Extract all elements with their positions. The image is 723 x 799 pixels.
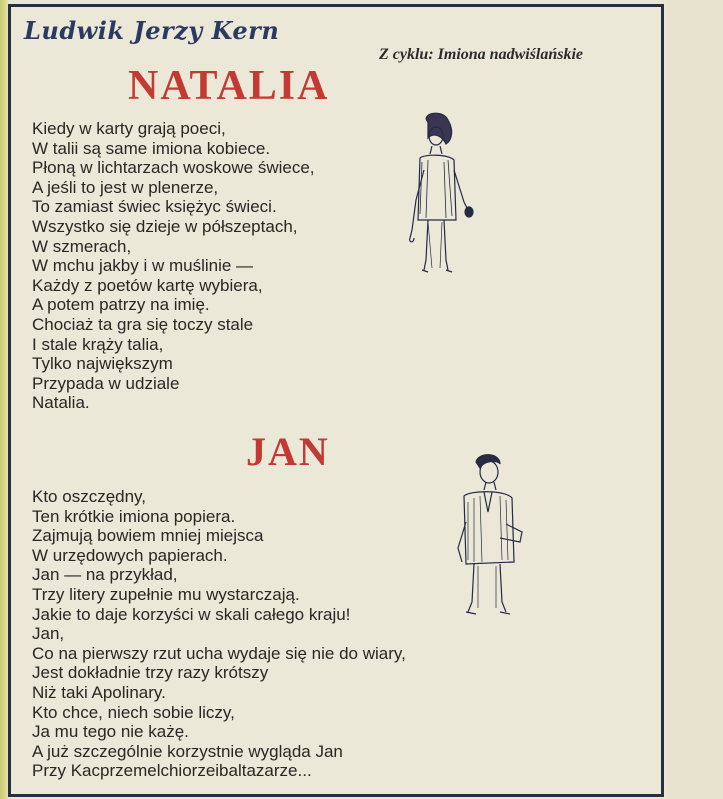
poem-title-jan: JAN [246,429,330,474]
poem-line: Przy Kacprzemelchiorzeibaltazarze... [32,761,312,781]
cycle-subtitle: Z cyklu: Imiona nadwiślańskie [379,46,584,63]
page-edge-left [0,0,8,799]
poem-title-natalia: NATALIA [128,63,330,109]
poem-line: A już szczególnie korzystnie wygląda Jan [32,741,343,761]
page-margin-right [667,0,723,799]
poem-natalia [32,119,315,413]
poem-line: To zamiast świec księżyc świeci. [32,197,277,217]
poem-line: Co na pierwszy rzut ucha wydaje się nie do wiary, [32,643,406,663]
poem-line: Wszystko się dzieje w półszeptach, [32,216,298,236]
poem-line: Niż taki Apolinary. [32,682,166,702]
author-name: Ludwik Jerzy Kern [24,16,280,45]
poem-line: A jeśli to jest w plenerze, [32,177,219,197]
poem-line: Jest dokładnie trzy razy krótszy [32,663,269,683]
poem-line: W talii są same imiona kobiece. [32,138,271,158]
poem-line: I stale krąży talia, [32,334,164,354]
poem-line: Jan, [32,624,65,644]
poem-line: Chociaż ta gra się toczy stale [32,314,254,334]
man-sketch-icon [448,452,528,618]
poem-line: Jakie to daje korzyści w skali całego kraju! [32,604,351,624]
poem-line: Natalia. [32,393,90,413]
poem-line: Płoną w lichtarzach woskowe świece, [32,158,315,178]
poem-line: Kto oszczędny, [32,487,147,506]
poem-line: Jan — na przykład, [32,565,178,585]
woman-sketch-icon [398,110,480,278]
poem-line: Przypada w udziale [32,373,180,393]
poem-line: Ten krótkie imiona popiera. [32,506,236,526]
poem-line: Tylko największym [32,354,173,374]
poem-line: A potem patrzy na imię. [32,295,210,315]
poem-line: Kiedy w karty grają poeci, [32,119,226,138]
poem-line: W urzędowych papierach. [32,545,228,565]
poem-line: Ja mu tego nie każę. [32,722,189,742]
poem-line: W szmerach, [32,236,132,256]
poem-line: W mchu jakby i w muślinie — [32,256,254,276]
poem-line: Zajmują bowiem mniej miejsca [32,526,264,546]
poem-line: Kto chce, niech sobie liczy, [32,702,235,722]
poem-line: Trzy litery zupełnie mu wystarczają. [32,584,300,604]
poem-line: Każdy z poetów kartę wybiera, [32,275,263,295]
poem-jan [32,487,406,781]
